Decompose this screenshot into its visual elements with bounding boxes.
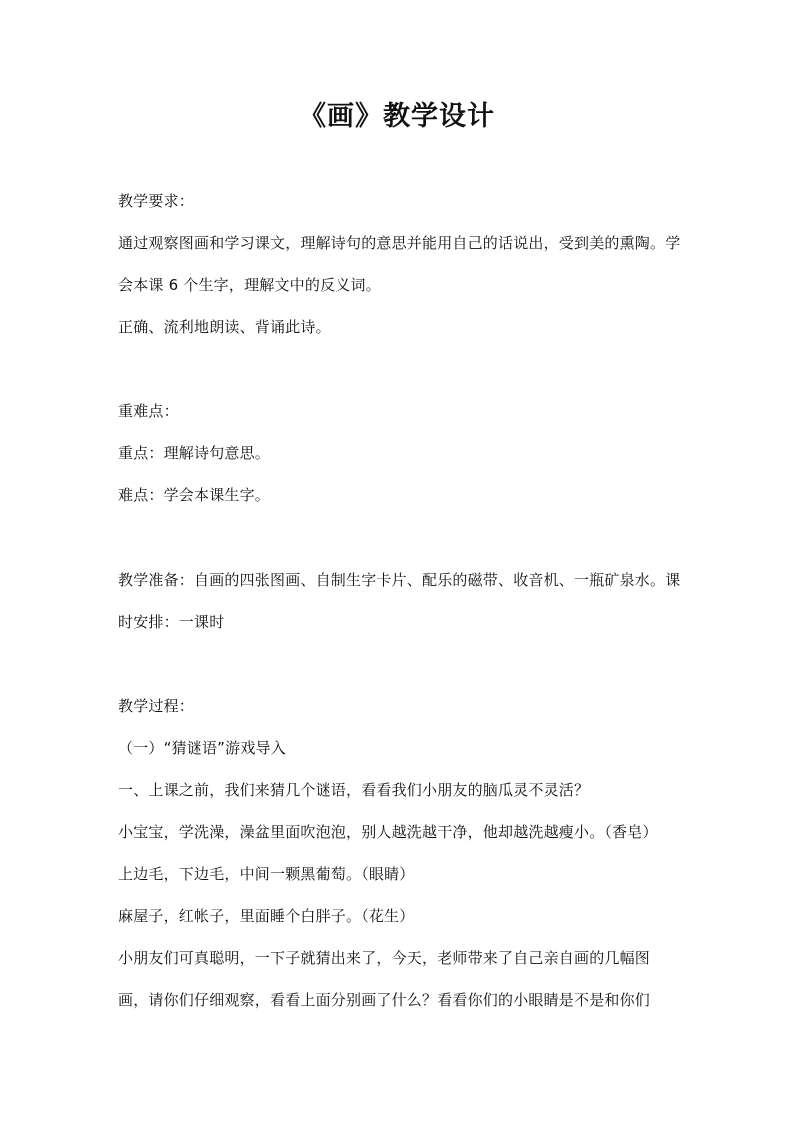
- process-paragraph-line-2: 画，请你们仔细观察，看看上面分别画了什么？看看你们的小眼睛是不是和你们: [118, 991, 651, 1009]
- riddle-3: 麻屋子，红帐子，里面睡个白胖子。（花生）: [118, 907, 415, 925]
- requirements-line-3: 正确、流利地朗读、背诵此诗。: [118, 318, 331, 336]
- riddle-2: 上边毛，下边毛，中间一颗黑葡萄。（眼睛）: [118, 865, 415, 883]
- process-section-1: （一）“猜谜语”游戏导入: [118, 739, 286, 757]
- preparation-line-2: 时安排：一课时: [118, 613, 225, 631]
- process-intro: 一、上课之前，我们来猜几个谜语，看看我们小朋友的脑瓜灵不灵活？: [118, 781, 590, 799]
- preparation-line-1: 教学准备：自画的四张图画、自制生字卡片、配乐的磁带、收音机、一瓶矿泉水。课: [118, 571, 681, 589]
- key-points-heading: 重难点：: [118, 402, 179, 420]
- riddle-1: 小宝宝，学洗澡，澡盆里面吹泡泡，别人越洗越干净，他却越洗越瘦小。（香皂）: [118, 823, 658, 841]
- requirements-heading: 教学要求：: [118, 192, 195, 210]
- requirements-line-1: 通过观察图画和学习课文，理解诗句的意思并能用自己的话说出，受到美的熏陶。学: [118, 234, 681, 252]
- difficult-point: 难点：学会本课生字。: [118, 486, 271, 504]
- process-paragraph-line-1: 小朋友们可真聪明，一下子就猜出来了，今天，老师带来了自己亲自画的几幅图: [118, 949, 651, 967]
- process-heading: 教学过程：: [118, 697, 195, 715]
- requirements-line-2: 会本课 6 个生字，理解文中的反义词。: [118, 276, 381, 294]
- key-point: 重点：理解诗句意思。: [118, 444, 271, 462]
- document-title: 《画》教学设计: [299, 101, 495, 132]
